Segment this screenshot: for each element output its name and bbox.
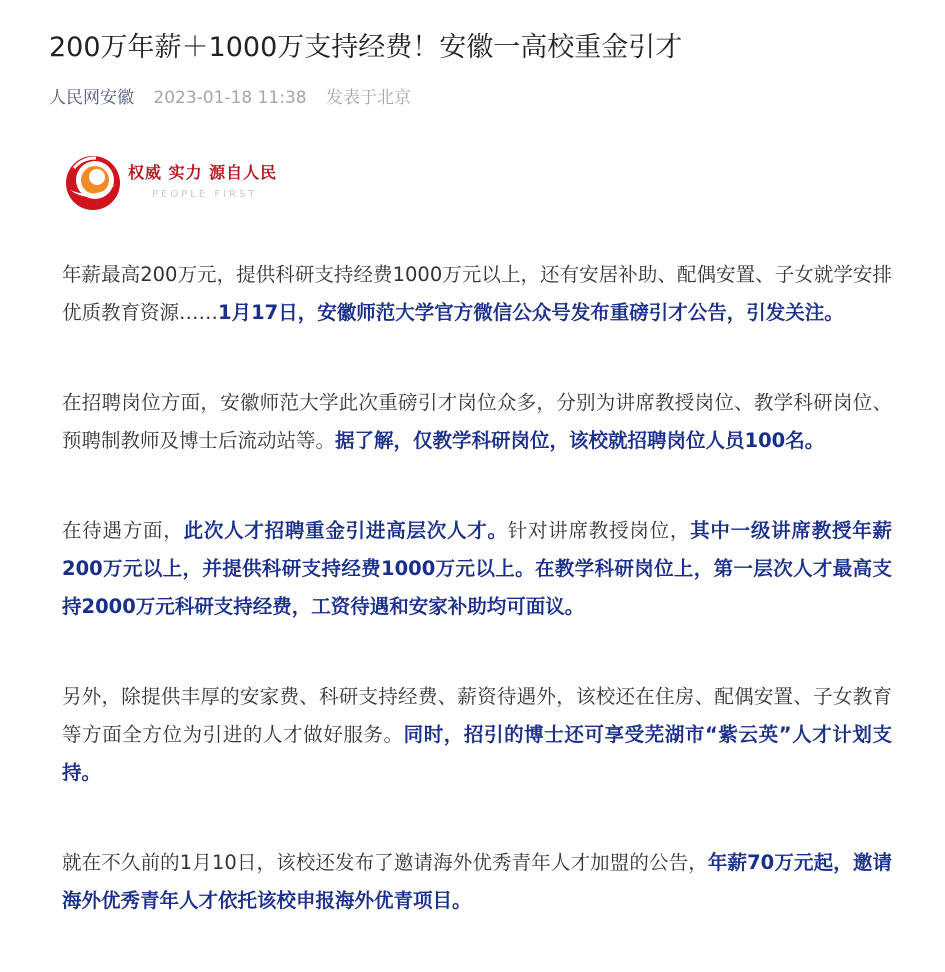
paragraph-highlight: 此次人才招聘重金引进高层次人才。 — [183, 519, 508, 542]
paragraph-text: 在招聘岗位方面，安徽师范大学此次重磅引才岗位众多，分别为讲席教授岗位、教学科研岗位、预聘制教师及博士后流动站等。 — [62, 391, 892, 452]
people-daily-emblem-icon — [64, 154, 122, 212]
paragraph-highlight: 年薪70万元起，邀请海外优秀青年人才依托该校申报海外优青项目。 — [62, 851, 892, 912]
paragraph-text: 针对讲席教授岗位， — [507, 519, 691, 542]
logo-tagline: PEOPLE FIRST — [152, 189, 258, 200]
paragraph — [62, 256, 892, 332]
paragraph-text: 就在不久前的1月10日，该校还发布了邀请海外优秀青年人才加盟的公告， — [62, 851, 708, 874]
paragraph — [62, 844, 892, 920]
paragraph-highlight: 1月17日，安徽师范大学官方微信公众号发布重磅引才公告，引发关注。 — [218, 301, 844, 324]
paragraph — [62, 384, 892, 460]
paragraph-text: 在待遇方面， — [62, 519, 184, 542]
publish-datetime: 2023-01-18 11:38 — [153, 88, 307, 108]
paragraph-text: 年薪最高200万元，提供科研支持经费1000万元以上，还有安居补助、配偶安置、子女就学安排优质教育资源…… — [62, 263, 892, 324]
source-link[interactable]: 人民网安徽 — [49, 88, 134, 108]
paragraph-text: 另外，除提供丰厚的安家费、科研支持经费、薪资待遇外，该校还在住房、配偶安置、子女教育等方面全方位为引进的人才做好服务。 — [62, 685, 892, 746]
article-title: 200万年薪＋1000万支持经费！安徽一高校重金引才 — [49, 32, 683, 63]
paragraph-highlight: 同时，招引的博士还可享受芜湖市“紫云英”人才计划支持。 — [62, 723, 892, 784]
logo-slogan: 权威 实力 源自人民 — [128, 163, 278, 182]
article-meta — [49, 84, 411, 112]
people-daily-logo — [64, 152, 304, 212]
publish-location: 发表于北京 — [326, 88, 412, 108]
article-body — [62, 256, 892, 972]
paragraph — [62, 678, 892, 792]
paragraph-highlight: 其中一级讲席教授年薪200万元以上，并提供科研支持经费1000万元以上。在教学科研岗位上，第一层次人才最高支持2000万元科研支持经费，工资待遇和安家补助均可面议。 — [62, 519, 892, 618]
paragraph — [62, 512, 892, 626]
paragraph-highlight: 据了解，仅教学科研岗位，该校就招聘岗位人员100名。 — [335, 429, 825, 452]
